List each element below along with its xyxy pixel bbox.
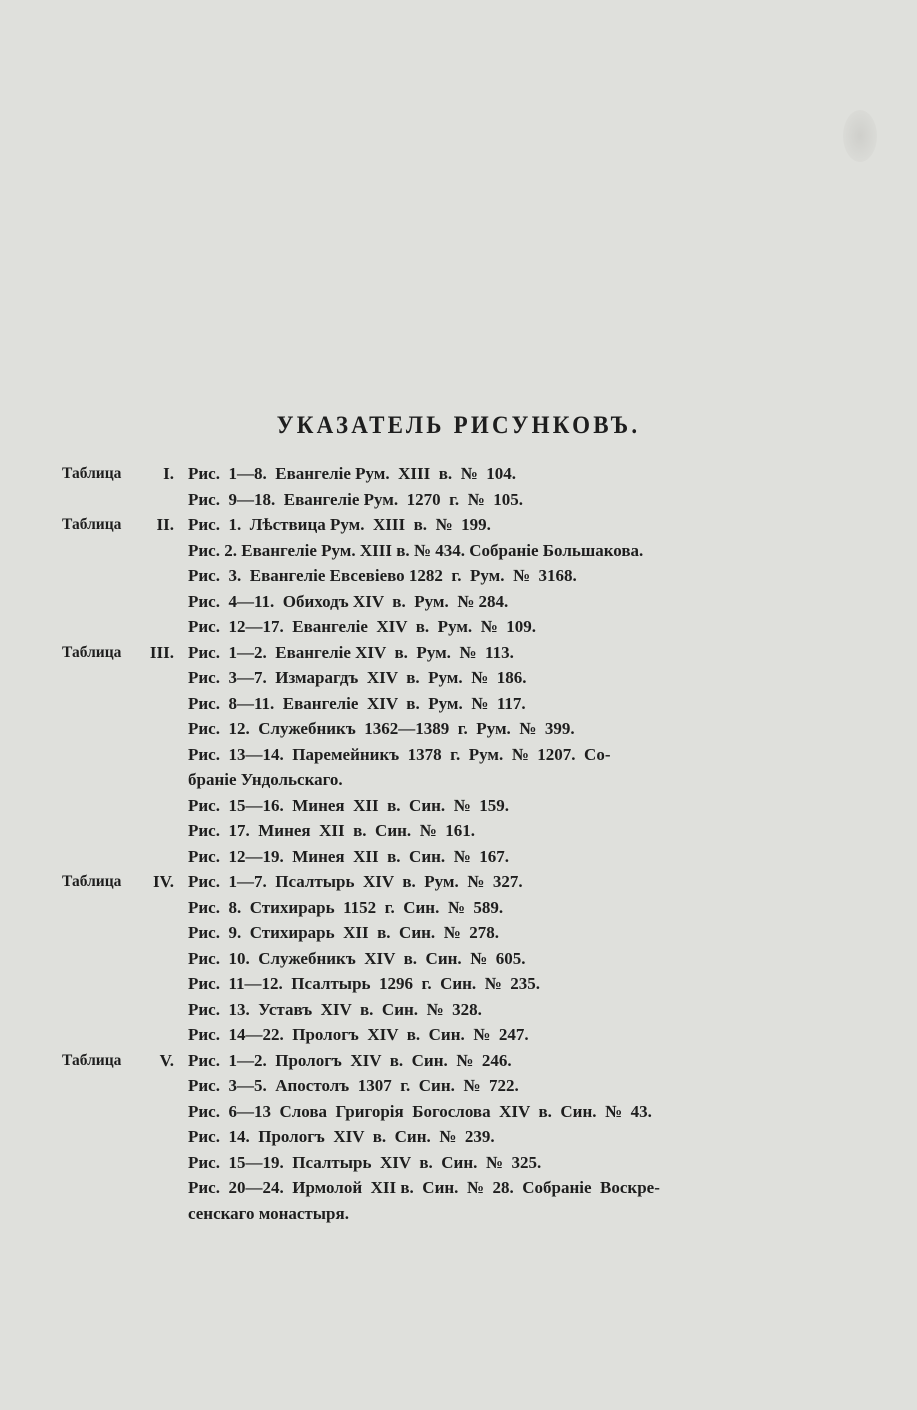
figure-entry	[62, 589, 702, 615]
figure-entry	[62, 691, 702, 717]
figure-entry-continuation	[62, 1201, 702, 1227]
figure-entry	[62, 1048, 702, 1074]
figure-entry	[62, 793, 702, 819]
entry-text: Рис. 11—12. Псалтырь 1296 г. Син. № 235.	[188, 974, 541, 993]
figure-entry	[62, 1073, 702, 1099]
table-group	[62, 1048, 702, 1227]
entry-text: Рис. 1—2. Прологъ XIV в. Син. № 246.	[188, 1050, 512, 1070]
entry-text: Рис. 15—19. Псалтырь XIV в. Син. № 325.	[188, 1152, 542, 1172]
entry-text: Рис. 2. Евангеліе Рум. XIII в. № 434. Собраніе Большакова.	[188, 540, 644, 560]
page-title: УКАЗАТЕЛЬ РИСУНКОВЪ.	[276, 412, 641, 439]
entry-text: Рис. 1—7. Псалтырь XIV в. Рум. № 327.	[188, 872, 523, 891]
figure-entry	[62, 895, 702, 921]
figure-entry	[62, 1099, 702, 1125]
table-numeral: IV.	[153, 872, 174, 891]
figure-entry	[62, 640, 702, 666]
entry-text: Рис. 14. Прологъ XIV в. Син. № 239.	[188, 1127, 495, 1146]
entry-text: Рис. 12—19. Минея XII в. Син. № 167.	[188, 846, 509, 866]
entry-text: сенскаго монастыря.	[188, 1203, 349, 1223]
table-group	[62, 461, 702, 512]
paper-stain	[843, 110, 877, 162]
table-group	[62, 869, 702, 1048]
figure-entry	[62, 920, 702, 946]
figure-entry	[62, 614, 702, 640]
figure-entry	[62, 665, 702, 691]
entry-text: Рис. 14—22. Прологъ XIV в. Син. № 247.	[188, 1025, 529, 1044]
figure-entry	[62, 869, 702, 895]
entry-text: Рис. 15—16. Минея XII в. Син. № 159.	[188, 795, 509, 815]
entry-text: Рис. 1. Лѣствица Рум. XIII в. № 199.	[188, 515, 491, 534]
figure-index	[62, 461, 702, 1226]
figure-entry-continuation	[62, 767, 702, 793]
figure-entry	[62, 487, 702, 513]
entry-text: Рис. 9. Стихирарь XII в. Син. № 278.	[188, 923, 500, 942]
table-label: Таблица	[62, 1051, 122, 1069]
figure-entry	[62, 716, 702, 742]
entry-text: Рис. 12—17. Евангеліе XIV в. Рум. № 109.	[188, 617, 537, 636]
entry-text: Рис. 6—13 Слова Григорія Богослова XIV в. Син. № 43.	[188, 1101, 652, 1121]
entry-text: Рис. 13. Уставъ XIV в. Син. № 328.	[188, 999, 482, 1019]
figure-entry	[62, 563, 702, 589]
table-numeral: II.	[156, 515, 174, 534]
figure-entry	[62, 538, 702, 564]
figure-entry	[62, 844, 702, 870]
figure-entry	[62, 461, 702, 487]
entry-text: Рис. 4—11. Обиходъ XIV в. Рум. № 284.	[188, 591, 509, 611]
table-group	[62, 640, 702, 870]
entry-text: Рис. 3—5. Апостолъ 1307 г. Син. № 722.	[188, 1076, 519, 1095]
entry-text: Рис. 20—24. Ирмолой XII в. Син. № 28. Собраніе Воскре-	[188, 1178, 660, 1197]
table-label: Таблица	[62, 643, 122, 661]
table-label: Таблица	[62, 465, 122, 482]
entry-text: Рис. 17. Минея XII в. Син. № 161.	[188, 821, 475, 840]
figure-entry	[62, 1022, 702, 1048]
entry-text: Рис. 3—7. Измарагдъ XIV в. Рум. № 186.	[188, 668, 527, 687]
table-label: Таблица	[62, 516, 122, 533]
figure-entry	[62, 997, 702, 1023]
entry-text: Рис. 1—2. Евангеліе XIV в. Рум. № 113.	[188, 642, 514, 662]
entry-text: Рис. 12. Служебникъ 1362—1389 г. Рум. № 399.	[188, 719, 575, 738]
table-numeral: I.	[163, 464, 174, 483]
figure-entry	[62, 742, 702, 768]
entry-text: Рис. 8. Стихирарь 1152 г. Син. № 589.	[188, 897, 504, 917]
table-numeral: III.	[149, 642, 174, 662]
entry-text: Рис. 8—11. Евангеліе XIV в. Рум. № 117.	[188, 693, 526, 713]
figure-entry	[62, 1175, 702, 1201]
figure-entry	[62, 1124, 702, 1150]
entry-text: Рис. 1—8. Евангеліе Рум. XIII в. № 104.	[188, 464, 517, 483]
entry-text: Рис. 3. Евангеліе Евсевіево 1282 г. Рум. № 3168.	[188, 566, 577, 585]
figure-entry	[62, 971, 702, 997]
figure-entry	[62, 1150, 702, 1176]
figure-entry	[62, 512, 702, 538]
figure-entry	[62, 818, 702, 844]
entry-text: Рис. 10. Служебникъ XIV в. Син. № 605.	[188, 948, 526, 968]
table-numeral: V.	[159, 1050, 174, 1070]
entry-text: Рис. 9—18. Евангеліе Рум. 1270 г. № 105.	[188, 489, 524, 509]
entry-text: браніе Ундольскаго.	[188, 770, 343, 789]
table-label: Таблица	[62, 873, 122, 890]
figure-entry	[62, 946, 702, 972]
table-group	[62, 512, 702, 640]
entry-text: Рис. 13—14. Паремейникъ 1378 г. Рум. № 1207. Со-	[188, 744, 611, 764]
